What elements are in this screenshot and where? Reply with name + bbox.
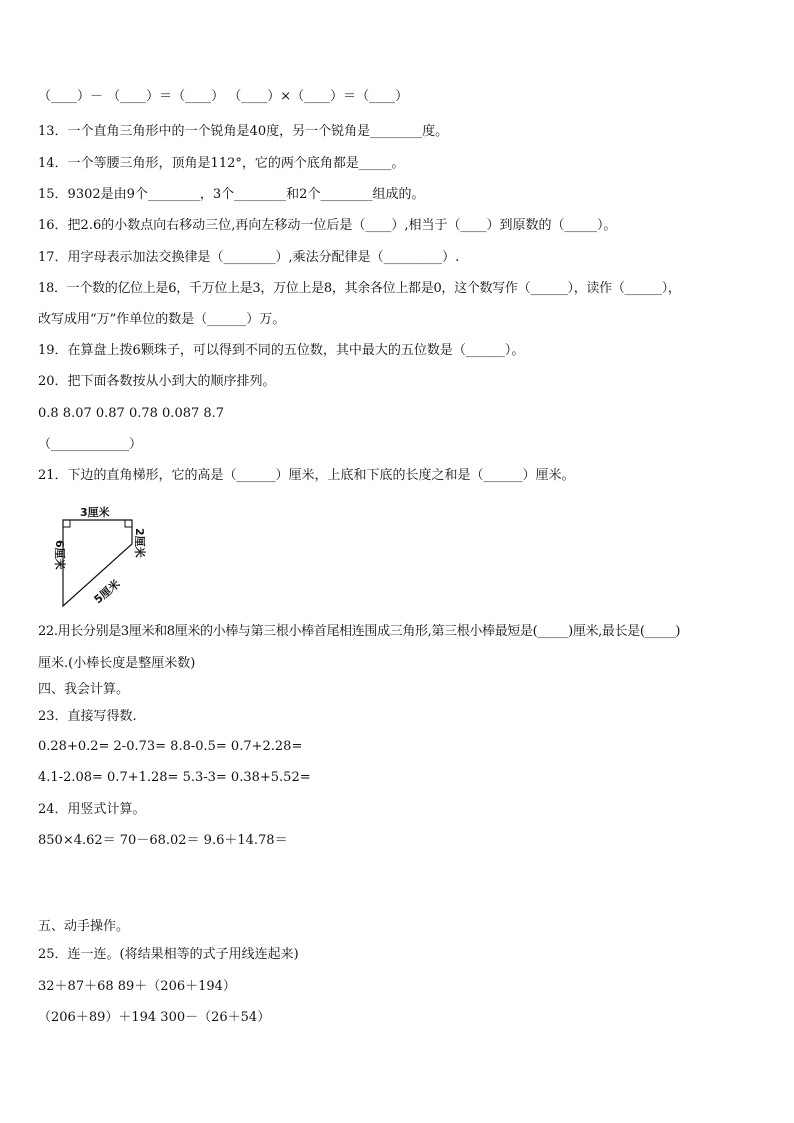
question-14: 14．一个等腰三角形，顶角是112°，它的两个底角都是_____。: [38, 156, 405, 171]
section-4-heading: 四、我会计算。: [38, 682, 130, 697]
right-angle-mark-left: [63, 520, 70, 527]
question-24: 24．用竖式计算。: [38, 802, 146, 817]
question-22-line-1: 22.用长分别是3厘米和8厘米的小棒与第三根小棒首尾相连围成三角形,第三根小棒最短是(_____)厘米,最长是(_____): [38, 624, 681, 639]
question-25-row-2: （206＋89）＋194 300－（26＋54）: [38, 1010, 271, 1025]
question-20-numbers: 0.8 8.07 0.87 0.78 0.087 8.7: [38, 406, 225, 421]
left-side-label: 6厘米: [53, 540, 66, 570]
question-25: 25．连一连。(将结果相等的式子用线连起来): [38, 947, 299, 962]
question-19: 19．在算盘上拨6颗珠子，可以得到不同的五位数，其中最大的五位数是（______）。: [38, 343, 525, 358]
question-18-line-1: 18．一个数的亿位上是6，千万位上是3，万位上是8，其余各位上都是0，这个数写作（______），读作（______），: [38, 281, 681, 296]
question-20: 20．把下面各数按从小到大的顺序排列。: [38, 374, 276, 389]
question-16: 16．把2.6的小数点向右移动三位,再向左移动一位后是（____）,相当于（____）到原数的（_____）。: [38, 218, 617, 233]
right-side-label: 2厘米: [133, 528, 146, 558]
trapezoid-figure: [36, 502, 156, 622]
question-20-answer-blank: （____________）: [38, 437, 143, 452]
section-5-heading: 五、动手操作。: [38, 919, 130, 934]
question-17: 17．用字母表示加法交换律是（________）,乘法分配律是（_________）.: [38, 250, 460, 265]
question-23: 23．直接写得数.: [38, 709, 137, 724]
right-angle-mark-right: [125, 520, 132, 527]
question-18-line-2: 改写成用“万”作单位的数是（______）万。: [38, 312, 286, 327]
question-13: 13．一个直角三角形中的一个锐角是40度，另一个锐角是________度。: [38, 124, 449, 139]
question-21: 21．下边的直角梯形，它的高是（______）厘米，上底和下底的长度之和是（______）厘米。: [38, 468, 575, 483]
fill-blank-row: （____）－ （____）＝（____） （____）×（____）＝（____）: [38, 89, 409, 104]
slant-side-label: 5厘米: [91, 577, 123, 607]
question-24-row-1: 850×4.62＝ 70－68.02＝ 9.6＋14.78＝: [38, 833, 288, 848]
question-22-line-2: 厘米.(小棒长度是整厘米数): [38, 656, 196, 671]
question-23-row-2: 4.1-2.08= 0.7+1.28= 5.3-3= 0.38+5.52=: [38, 770, 311, 785]
question-25-row-1: 32＋87＋68 89＋（206＋194）: [38, 979, 236, 994]
top-side-label: 3厘米: [80, 506, 110, 519]
question-23-row-1: 0.28+0.2= 2-0.73= 8.8-0.5= 0.7+2.28=: [38, 739, 303, 754]
question-15: 15．9302是由9个________，3个________和2个________组成的。: [38, 187, 425, 202]
